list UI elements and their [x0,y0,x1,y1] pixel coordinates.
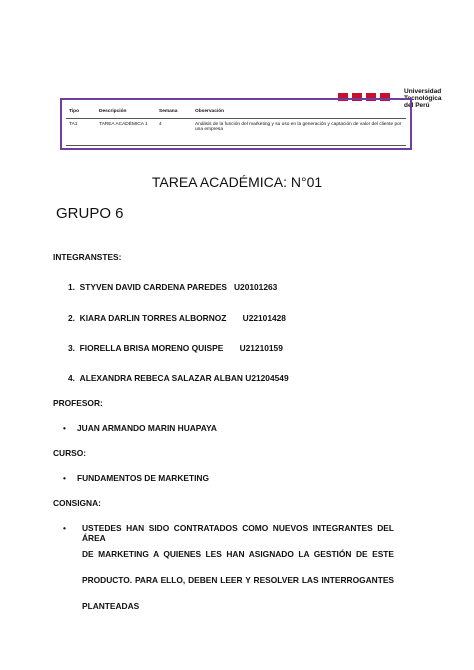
professor-label: PROFESOR: [53,398,103,408]
info-table [66,104,406,146]
members-label: INTEGRANSTES: [53,252,122,262]
logo-text: Universidad Tecnológica del Perú [404,88,442,109]
task-label: CONSIGNA: [53,498,101,508]
bullet-icon: • [63,523,66,533]
cell-tipo: TA1 [66,119,96,146]
document-title: TAREA ACADÉMICA: N°01 [151,174,323,190]
header-semana: Semana [156,104,192,119]
task-line: PRODUCTO. PARA ELLO, DEBEN LEER Y RESOLVER LAS INTERROGANTES [82,575,394,585]
task-line: PLANTEADAS [82,601,140,611]
cell-semana: 4 [156,119,192,146]
header-tipo: Tipo [66,104,96,119]
header-observacion: Observación [192,104,406,119]
list-item: • JUAN ARMANDO MARIN HUAPAYA [63,423,217,433]
info-box [60,98,412,150]
logo-mark [338,88,400,96]
cell-observacion: Análisis de la función del marketing y su uso en la generación y captación de valor del cliente por una empresa [192,119,406,146]
bullet-icon: • [63,423,66,433]
bullet-icon: • [63,473,66,483]
course-label: CURSO: [53,448,87,458]
list-item: 2. KIARA DARLIN TORRES ALBORNOZ U22101428 [68,313,286,323]
task-line: USTEDES HAN SIDO CONTRATADOS COMO NUEVOS INTEGRANTES DEL ÁREA [82,523,394,543]
table-row [66,119,406,146]
list-item: 1. STYVEN DAVID CARDENA PAREDES U20101263 [68,282,278,292]
task-line: DE MARKETING A QUIENES LES HAN ASIGNADO LA GESTIÓN DE ESTE [82,549,394,559]
list-item: • FUNDAMENTOS DE MARKETING [63,473,209,483]
list-item: 4. ALEXANDRA REBECA SALAZAR ALBAN U21204549 [68,373,289,383]
group-heading: GRUPO 6 [56,205,124,222]
list-item: 3. FIORELLA BRISA MORENO QUISPE U21210159 [68,343,283,353]
header-descripcion: Descripción [96,104,156,119]
cell-descripcion: TAREA ACADÉMICA 1 [96,119,156,146]
